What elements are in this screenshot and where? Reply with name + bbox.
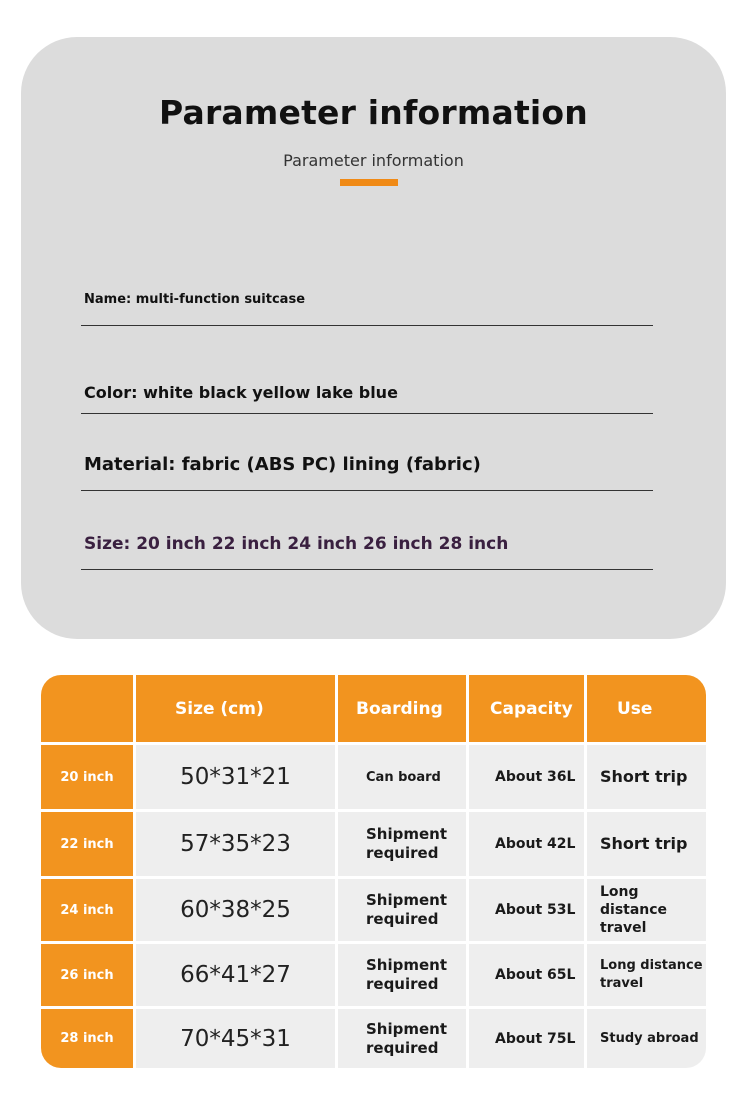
capacity-value: About 75L [469,1009,584,1068]
parameter-card [21,37,726,639]
row-label-24-inch: 24 inch [41,879,133,941]
boarding-value: Shipment required [338,879,466,941]
size-value: 66*41*27 [136,944,335,1006]
header-boarding: Boarding [338,675,466,742]
size-value: 60*38*25 [136,879,335,941]
boarding-value: Shipment required [338,1009,466,1068]
use-value: Short trip [587,745,706,809]
row-label-20-inch: 20 inch [41,745,133,809]
row-label-28-inch: 28 inch [41,1009,133,1068]
param-row-size [81,517,653,570]
size-value: 50*31*21 [136,745,335,809]
param-color-text: Color: white black yellow lake blue [84,383,398,402]
page-title: Parameter information [158,93,588,132]
use-value: Long distance travel [587,879,706,941]
use-value: Long distance travel [587,944,706,1006]
use-value: Study abroad [587,1009,706,1068]
param-material-text: Material: fabric (ABS PC) lining (fabric) [84,454,481,475]
title-underline [340,179,398,186]
header-corner-cell [41,675,133,742]
param-size-text: Size: 20 inch 22 inch 24 inch 26 inch 28 inch [84,534,509,554]
param-row-material [81,437,653,491]
param-row-name [81,269,653,326]
boarding-value: Shipment required [338,812,466,876]
size-value: 57*35*23 [136,812,335,876]
row-label-22-inch: 22 inch [41,812,133,876]
capacity-value: About 42L [469,812,584,876]
header-capacity: Capacity [469,675,584,742]
page-subtitle: Parameter information [283,151,464,170]
capacity-value: About 65L [469,944,584,1006]
spec-table [41,675,706,1068]
header-use: Use [587,675,706,742]
capacity-value: About 36L [469,745,584,809]
param-row-color [81,367,653,414]
use-value: Short trip [587,812,706,876]
row-label-26-inch: 26 inch [41,944,133,1006]
header-size: Size (cm) [136,675,335,742]
capacity-value: About 53L [469,879,584,941]
size-value: 70*45*31 [136,1009,335,1068]
boarding-value: Can board [338,745,466,809]
param-name-text: Name: multi-function suitcase [84,292,306,307]
boarding-value: Shipment required [338,944,466,1006]
